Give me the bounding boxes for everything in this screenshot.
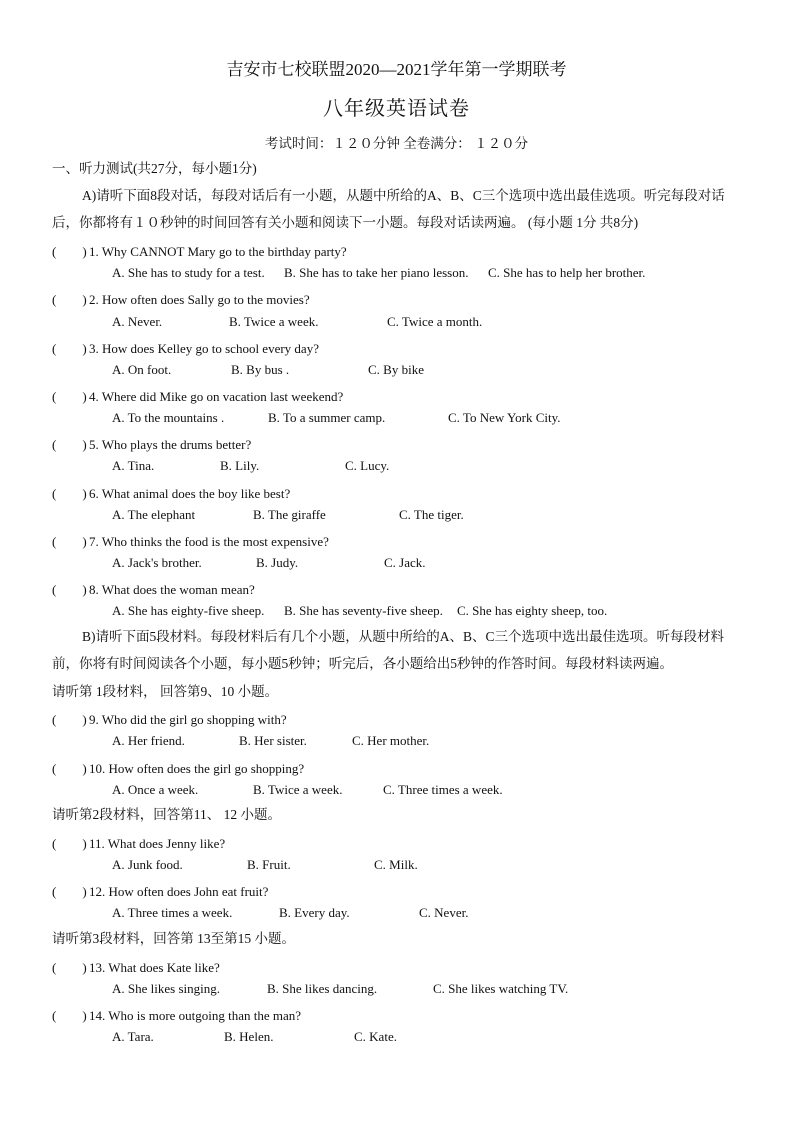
- option-c: C. Kate.: [354, 1029, 397, 1044]
- option-c: C. By bike: [368, 362, 424, 377]
- question-text: 2. How often does Sally go to the movies?: [89, 292, 310, 307]
- option-a: A. Her friend.: [112, 733, 185, 748]
- answer-blank[interactable]: ( ): [52, 884, 87, 899]
- question-4: [52, 386, 343, 405]
- option-c: C. Three times a week.: [383, 782, 503, 797]
- question-text: 1. Why CANNOT Mary go to the birthday party?: [89, 244, 347, 259]
- option-a: A. Tara.: [112, 1029, 154, 1044]
- option-c: C. To New York City.: [448, 410, 561, 425]
- option-a: A. Tina.: [112, 458, 155, 473]
- option-c: C. She likes watching TV.: [433, 981, 569, 996]
- question-text: 13. What does Kate like?: [89, 960, 220, 975]
- option-a: A. Never.: [112, 314, 163, 329]
- question-text: 9. Who did the girl go shopping with?: [89, 712, 287, 727]
- answer-blank[interactable]: ( ): [52, 1008, 87, 1023]
- question-6: [52, 483, 290, 502]
- question-text: 10. How often does the girl go shopping?: [89, 761, 305, 776]
- option-c: C. Never.: [419, 905, 469, 920]
- answer-blank[interactable]: ( ): [52, 836, 87, 851]
- option-b: B. Her sister.: [239, 733, 307, 748]
- option-a: A. Jack's brother.: [112, 555, 202, 570]
- answer-blank[interactable]: ( ): [52, 341, 87, 356]
- answer-blank[interactable]: ( ): [52, 960, 87, 975]
- question-10: [52, 758, 304, 777]
- option-c: C. Jack.: [384, 555, 426, 570]
- question-3: [52, 338, 319, 357]
- question-text: 14. Who is more outgoing than the man?: [89, 1008, 302, 1023]
- answer-blank[interactable]: ( ): [52, 437, 87, 452]
- part-b-instructions: B)请听下面5段材料。每段材料后有几个小题，从题中所给的A、B、C三个选项中选出最佳选项。听每段材料前，你将有时间阅读各个小题，每小题5秒钟；听完后，各小题给出5秒钟的作答时间。每段材料读两遍。: [52, 629, 725, 671]
- option-b: B. Lily.: [220, 458, 260, 473]
- option-b: B. Helen.: [224, 1029, 274, 1044]
- option-b: B. The giraffe: [253, 507, 326, 522]
- exam-meta: 考试时间：１２０分钟 全卷满分： １２０分: [264, 136, 529, 151]
- option-b: B. To a summer camp.: [268, 410, 386, 425]
- option-b: B. Every day.: [279, 905, 350, 920]
- question-11: [52, 833, 225, 852]
- question-text: 5. Who plays the drums better?: [89, 437, 252, 452]
- option-b: B. Twice a week.: [229, 314, 319, 329]
- material-3-note: 请听第3段材料，回答第 13至第15 小题。: [52, 931, 295, 946]
- option-b: B. By bus .: [231, 362, 290, 377]
- option-b: B. Judy.: [256, 555, 299, 570]
- question-7: [52, 531, 329, 550]
- question-9: [52, 709, 287, 728]
- question-5: [52, 434, 251, 453]
- answer-blank[interactable]: ( ): [52, 582, 87, 597]
- question-text: 12. How often does John eat fruit?: [89, 884, 269, 899]
- question-2: [52, 289, 310, 308]
- option-b: B. She likes dancing.: [267, 981, 378, 996]
- question-1: [52, 241, 347, 260]
- option-a: A. She likes singing.: [112, 981, 220, 996]
- answer-blank[interactable]: ( ): [52, 389, 87, 404]
- answer-blank[interactable]: ( ): [52, 761, 87, 776]
- question-12: [52, 881, 268, 900]
- question-text: 4. Where did Mike go on vacation last weekend?: [89, 389, 344, 404]
- exam-title: 吉安市七校联盟2020—2021学年第一学期联考: [226, 60, 567, 79]
- question-text: 3. How does Kelley go to school every day?: [89, 341, 319, 356]
- option-b: B. She has seventy-five sheep.: [284, 603, 443, 618]
- part-a-instructions: A)请听下面8段对话，每段对话后有一小题，从题中所给的A、B、C三个选项中选出最佳选项。听完每段对话后，你都将有１０秒钟的时间回答有关小题和阅读下一小题。每段对话读两遍。 (每小题 1分 共8分): [52, 188, 725, 230]
- option-c: C. She has to help her brother.: [488, 265, 646, 280]
- option-b: B. Fruit.: [247, 857, 291, 872]
- question-text: 8. What does the woman mean?: [89, 582, 255, 597]
- question-text: 6. What animal does the boy like best?: [89, 486, 291, 501]
- option-a: A. On foot.: [112, 362, 172, 377]
- option-c: C. Lucy.: [345, 458, 390, 473]
- question-14: [52, 1005, 301, 1024]
- option-a: A. Junk food.: [112, 857, 183, 872]
- question-text: 7. Who thinks the food is the most expensive?: [89, 534, 329, 549]
- option-b: B. Twice a week.: [253, 782, 343, 797]
- answer-blank[interactable]: ( ): [52, 486, 87, 501]
- option-b: B. She has to take her piano lesson.: [284, 265, 469, 280]
- question-8: [52, 579, 255, 598]
- answer-blank[interactable]: ( ): [52, 712, 87, 727]
- answer-blank[interactable]: ( ): [52, 534, 87, 549]
- answer-blank[interactable]: ( ): [52, 244, 87, 259]
- option-c: C. Twice a month.: [387, 314, 483, 329]
- section-heading: 一、听力测试(共27分，每小题1分): [52, 161, 257, 176]
- exam-subtitle: 八年级英语试卷: [323, 98, 470, 120]
- option-a: A. She has eighty-five sheep.: [112, 603, 265, 618]
- option-c: C. She has eighty sheep, too.: [457, 603, 608, 618]
- question-text: 11. What does Jenny like?: [89, 836, 226, 851]
- option-c: C. Milk.: [374, 857, 418, 872]
- option-c: C. The tiger.: [399, 507, 464, 522]
- answer-blank[interactable]: ( ): [52, 292, 87, 307]
- option-a: A. To the mountains .: [112, 410, 225, 425]
- question-13: [52, 957, 220, 976]
- option-c: C. Her mother.: [352, 733, 430, 748]
- option-a: A. Once a week.: [112, 782, 199, 797]
- option-a: A. She has to study for a test.: [112, 265, 265, 280]
- option-a: A. The elephant: [112, 507, 196, 522]
- material-1-note: 请听第 1段材料， 回答第9、10 小题。: [52, 684, 279, 699]
- option-a: A. Three times a week.: [112, 905, 233, 920]
- material-2-note: 请听第2段材料，回答第11、 12 小题。: [52, 807, 281, 822]
